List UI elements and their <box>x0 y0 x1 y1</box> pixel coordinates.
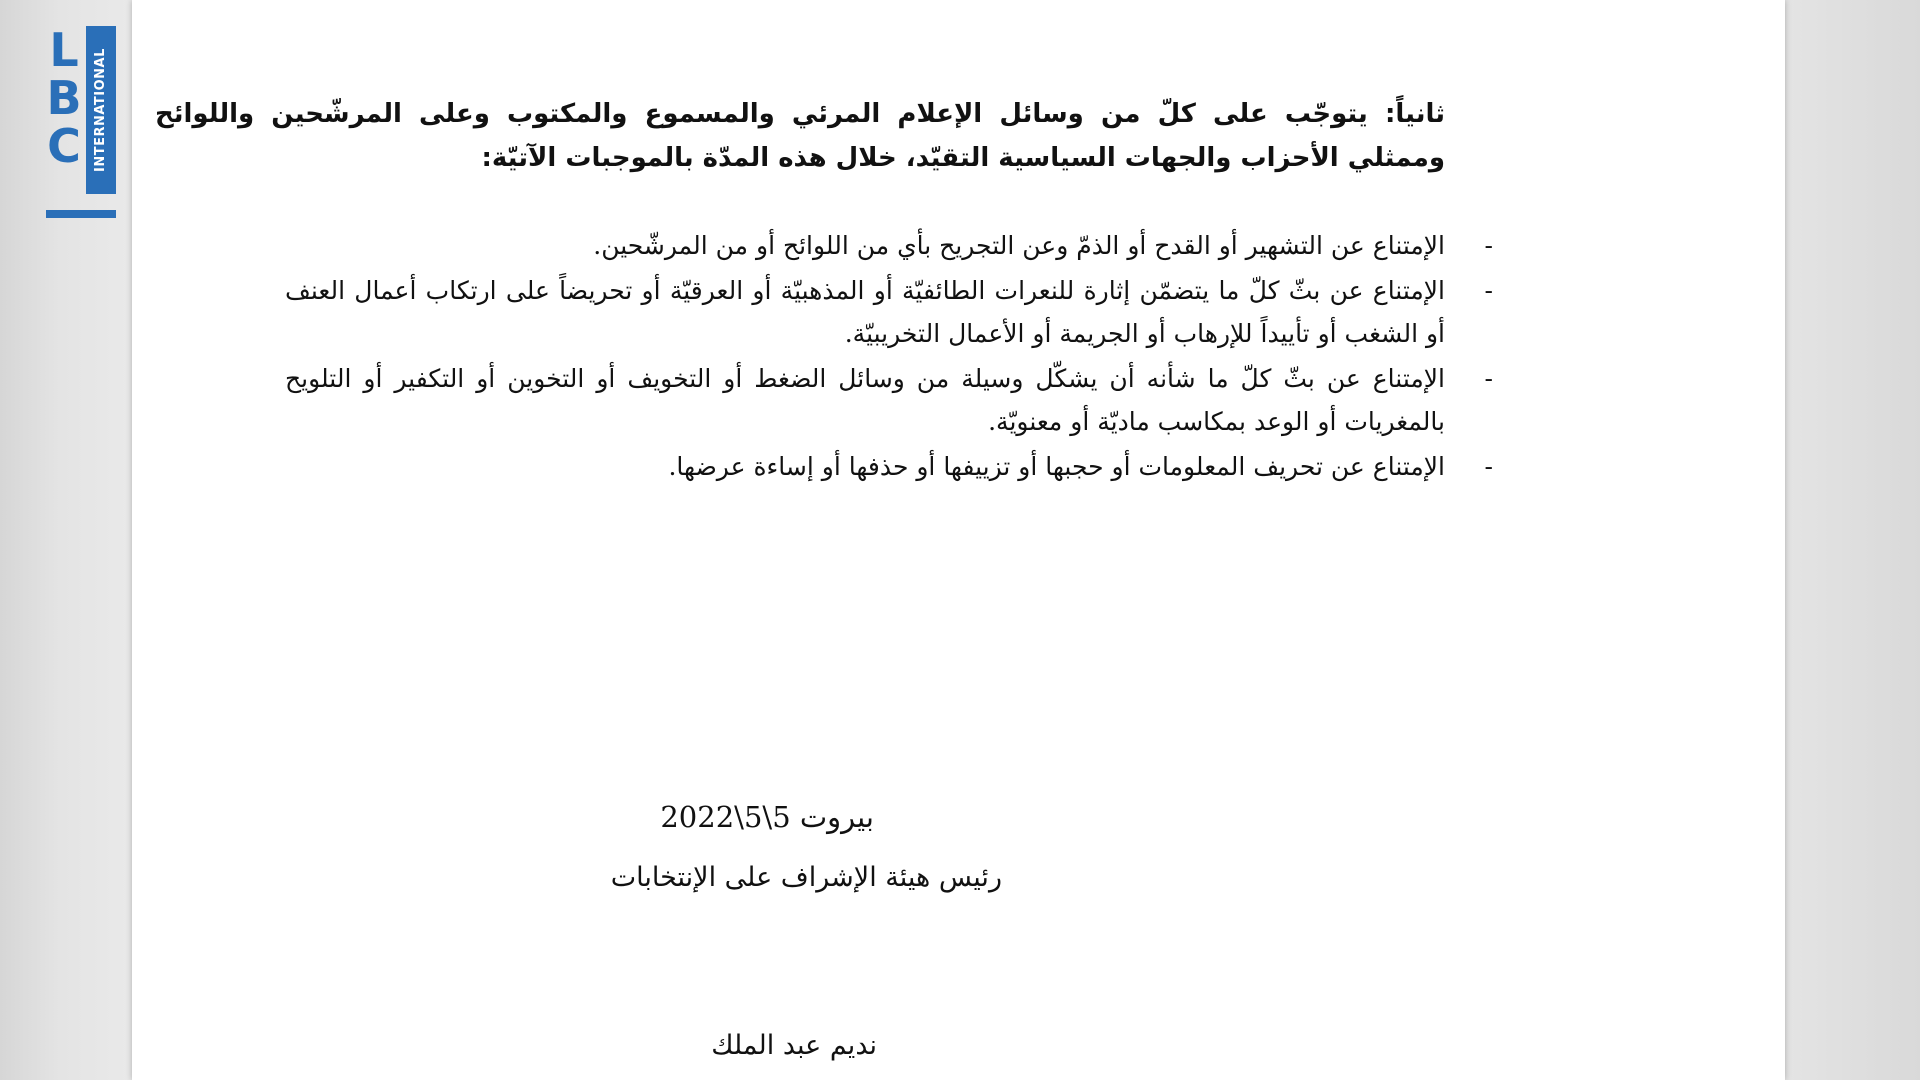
logo-underline <box>46 210 116 218</box>
list-item <box>205 445 1493 488</box>
logo-letter-l: L <box>49 23 79 77</box>
list-item <box>205 269 1493 355</box>
document-date: بيروت 5\5\2022 <box>660 800 874 834</box>
list-item-text: الإمتناع عن تحريف المعلومات أو حجبها أو تزييفها أو حذفها أو إساءة عرضها. <box>668 452 1445 481</box>
signer-name: نديم عبد الملك <box>711 1030 877 1061</box>
logo-side-text: INTERNATIONAL <box>86 26 116 194</box>
signer-title: رئيس هيئة الإشراف على الإنتخابات <box>610 862 1002 893</box>
list-item-text: الإمتناع عن بثّ كلّ ما شأنه أن يشكّل وسيلة من وسائل الضغط أو التخويف أو التخوين أو التكفير أو التلويح بالمغريات أو الوعد بمكاسب ماديّة أو معنويّة. <box>285 364 1445 436</box>
bullet-marker: - <box>1484 364 1493 393</box>
document-page <box>132 0 1785 1080</box>
list-item <box>205 357 1493 443</box>
heading-label: ثانياً: <box>1384 99 1445 129</box>
logo-letters <box>46 23 82 186</box>
list-item <box>205 224 1493 267</box>
obligations-list <box>205 224 1493 490</box>
heading-text: يتوجّب على كلّ من وسائل الإعلام المرئي والمسموع والمكتوب وعلى المرشّحين واللوائح وممثلي الأحزاب والجهات السياسية التقيّد، خلال هذه المدّة بالموجبات الآتيّة: <box>155 99 1445 173</box>
list-item-text: الإمتناع عن بثّ كلّ ما يتضمّن إثارة للنعرات الطائفيّة أو المذهبيّة أو العرقيّة أو تحريضاً على ارتكاب أعمال العنف أو الشغب أو تأييداً للإرهاب أو الجريمة أو الأعمال التخريبيّة. <box>285 276 1445 348</box>
logo-letter-c: C <box>47 119 81 173</box>
lbc-international-logo <box>46 23 118 194</box>
list-item-text: الإمتناع عن التشهير أو القدح أو الذمّ وعن التجريح بأي من اللوائح أو من المرشّحين. <box>593 231 1445 260</box>
bullet-marker: - <box>1484 276 1493 305</box>
document-heading <box>155 92 1445 180</box>
bullet-marker: - <box>1484 231 1493 260</box>
bullet-marker: - <box>1484 452 1493 481</box>
logo-letter-b: B <box>46 71 82 125</box>
